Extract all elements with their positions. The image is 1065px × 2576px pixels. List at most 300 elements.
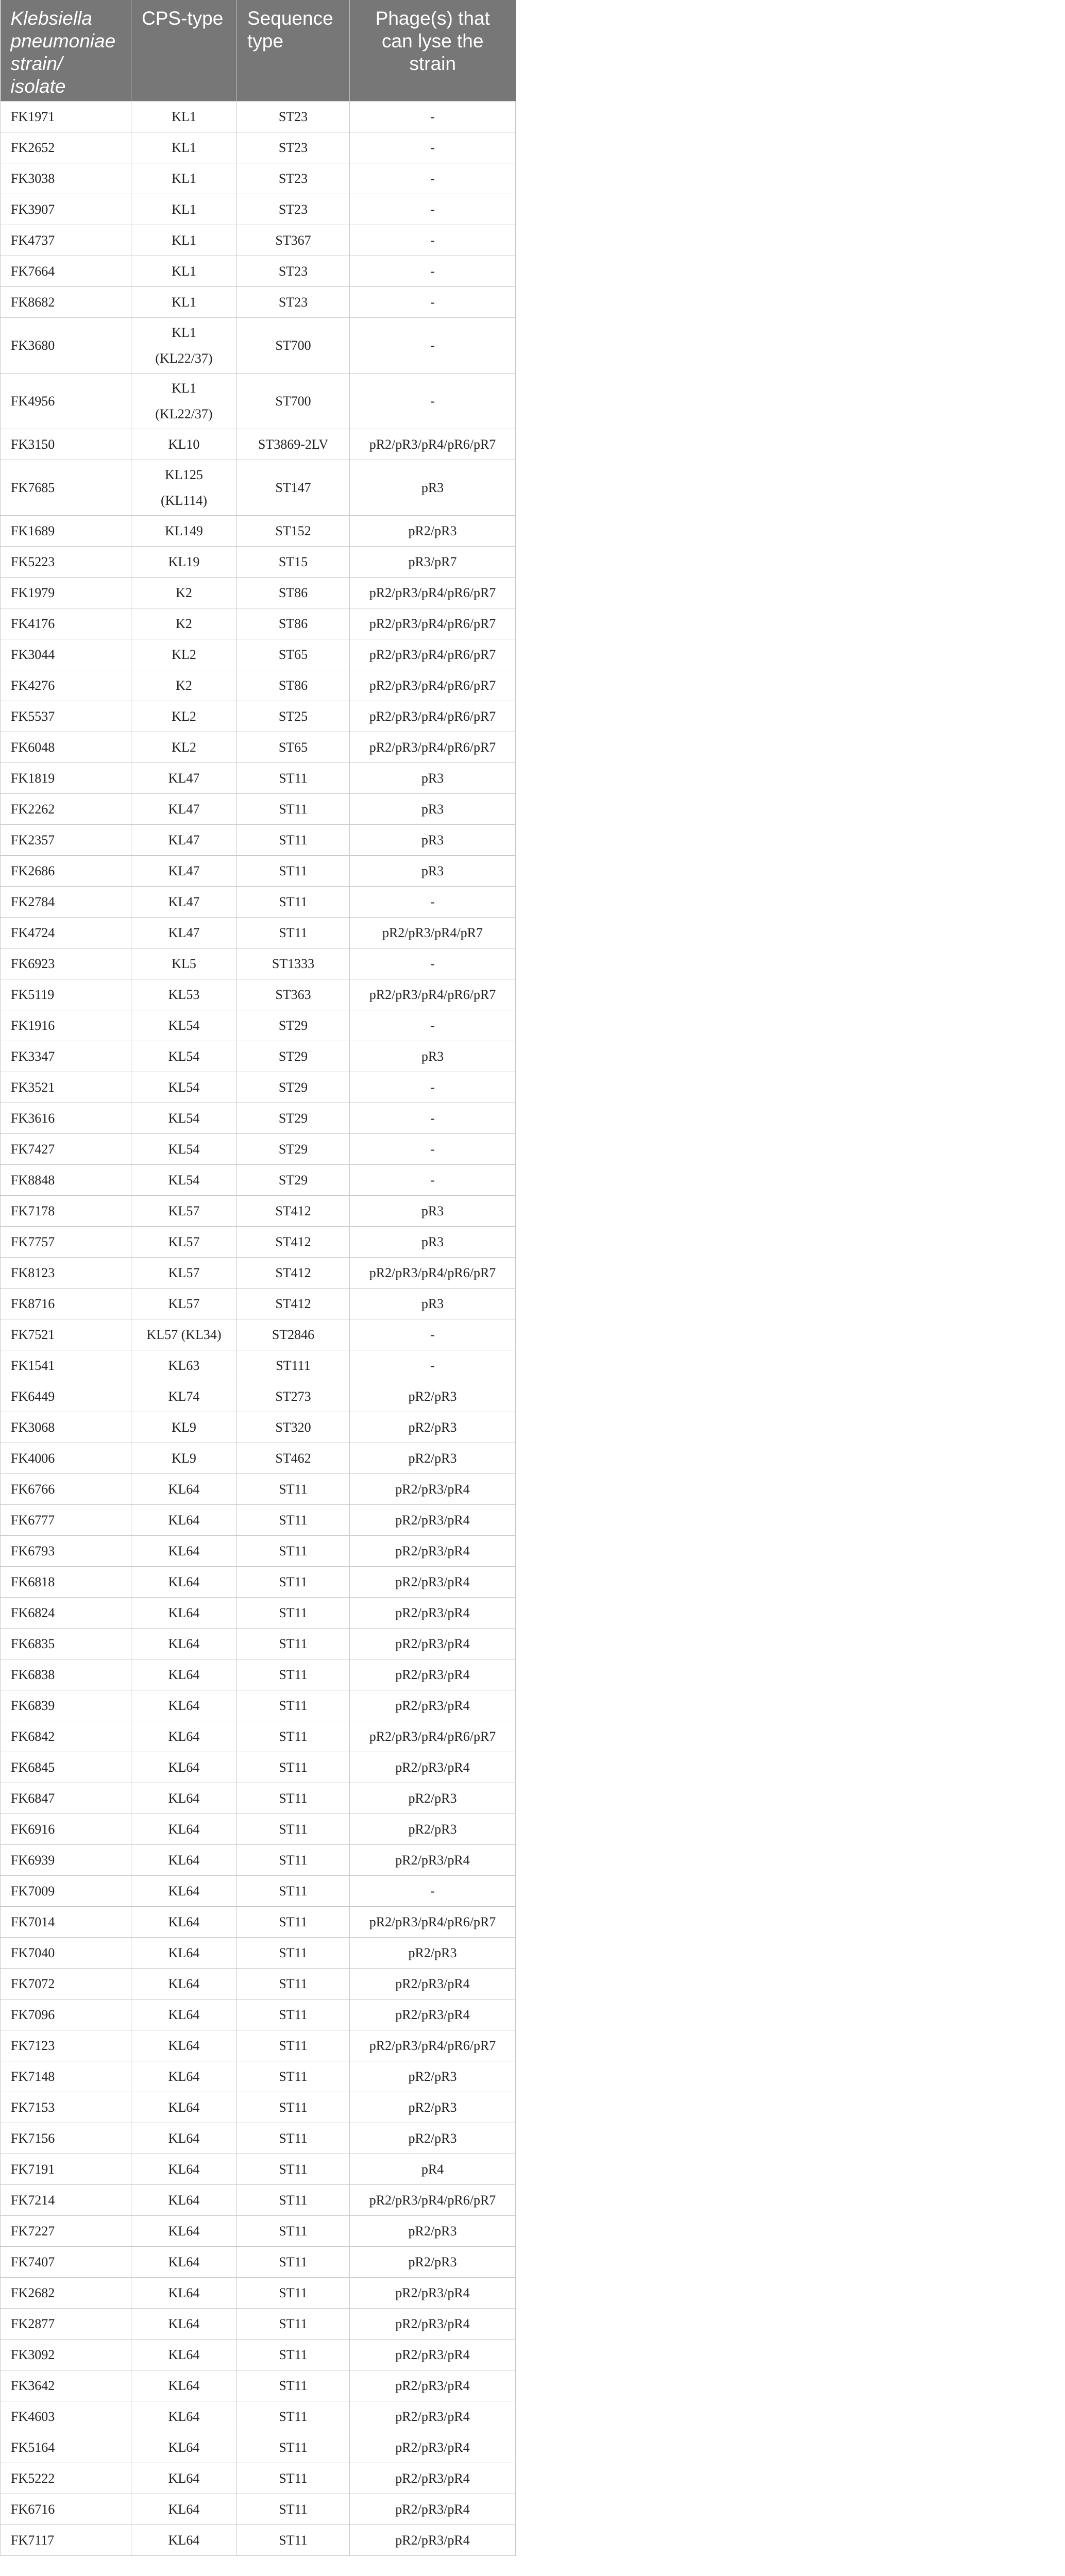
cell-phages: pR2/pR3/pR4/pR7 <box>350 918 516 948</box>
cell-phages: pR3 <box>350 1289 516 1319</box>
table-row <box>1 2401 516 2432</box>
cell-cps-type: KL64 <box>131 1969 237 1999</box>
cell-strain: FK4956 <box>1 374 131 429</box>
cell-sequence-type: ST29 <box>237 1134 350 1165</box>
cell-phages: pR2/pR3/pR4 <box>350 1629 516 1659</box>
cell-cps-type: KL1 <box>131 194 237 225</box>
cell-sequence-type: ST65 <box>237 639 350 670</box>
table-row <box>1 460 516 516</box>
cell-phages: - <box>350 948 516 979</box>
cell-sequence-type: ST11 <box>237 2309 350 2340</box>
cell-phages: pR2/pR3/pR4 <box>350 1752 516 1783</box>
table-row <box>1 948 516 979</box>
cell-sequence-type: ST1333 <box>237 948 350 979</box>
cell-phages: - <box>350 194 516 225</box>
cell-sequence-type: ST11 <box>237 1567 350 1598</box>
cell-sequence-type: ST23 <box>237 101 350 132</box>
table-row <box>1 516 516 547</box>
cell-phages: - <box>350 1165 516 1196</box>
cell-sequence-type: ST86 <box>237 578 350 608</box>
cell-cps-type: KL149 <box>131 516 237 547</box>
cell-strain: FK3092 <box>1 2340 131 2370</box>
header-strain: Klebsiella pneumoniae strain/ isolate <box>1 0 131 101</box>
cell-cps-type: KL47 <box>131 918 237 948</box>
cell-sequence-type: ST11 <box>237 2370 350 2401</box>
cell-strain: FK7072 <box>1 1969 131 1999</box>
cell-sequence-type: ST11 <box>237 1938 350 1969</box>
cell-phages: pR2/pR3/pR4 <box>350 2340 516 2370</box>
cell-cps-type: KL53 <box>131 979 237 1010</box>
cell-cps-type <box>131 318 237 374</box>
cell-sequence-type: ST23 <box>237 194 350 225</box>
cell-cps-type: KL57 <box>131 1196 237 1227</box>
table-row <box>1 2525 516 2556</box>
cell-cps-type: KL64 <box>131 2278 237 2309</box>
cell-phages: - <box>350 1319 516 1350</box>
table-row <box>1 1629 516 1659</box>
cell-strain: FK6766 <box>1 1474 131 1505</box>
cell-sequence-type: ST700 <box>237 374 350 429</box>
table-row <box>1 732 516 763</box>
cell-strain: FK7123 <box>1 2030 131 2061</box>
cell-cps-type: KL9 <box>131 1412 237 1443</box>
cell-phages: pR2/pR3/pR4 <box>350 1969 516 1999</box>
cell-sequence-type: ST11 <box>237 2340 350 2370</box>
table-row <box>1 1505 516 1536</box>
cell-phages: pR3/pR7 <box>350 547 516 578</box>
table-row <box>1 1258 516 1289</box>
cell-strain: FK7227 <box>1 2216 131 2247</box>
cell-strain: FK3680 <box>1 318 131 374</box>
cell-phages: - <box>350 887 516 918</box>
cell-strain: FK6845 <box>1 1752 131 1783</box>
cell-strain: FK3642 <box>1 2370 131 2401</box>
cell-sequence-type: ST23 <box>237 287 350 318</box>
table-row <box>1 2463 516 2494</box>
table-row <box>1 856 516 887</box>
cell-cps-type: KL54 <box>131 1165 237 1196</box>
cell-phages: pR2/pR3/pR4/pR6/pR7 <box>350 1721 516 1752</box>
cell-strain: FK6048 <box>1 732 131 763</box>
cell-cps-type: KL64 <box>131 2340 237 2370</box>
cell-phages: pR3 <box>350 763 516 794</box>
cell-cps-type: KL64 <box>131 2525 237 2556</box>
cell-strain: FK1971 <box>1 101 131 132</box>
cell-sequence-type: ST3869-2LV <box>237 429 350 460</box>
cell-sequence-type: ST11 <box>237 1969 350 1999</box>
table-row <box>1 2340 516 2370</box>
cell-strain: FK7009 <box>1 1876 131 1907</box>
cell-cps-type: KL64 <box>131 2309 237 2340</box>
table-row <box>1 1412 516 1443</box>
table-row <box>1 1938 516 1969</box>
cell-cps-type: KL2 <box>131 701 237 732</box>
cell-phages: pR2/pR3/pR4 <box>350 1659 516 1690</box>
cell-phages: pR2/pR3/pR4/pR6/pR7 <box>350 1258 516 1289</box>
table-row <box>1 1598 516 1629</box>
cell-strain: FK6939 <box>1 1845 131 1876</box>
cell-phages: pR2/pR3 <box>350 1412 516 1443</box>
cell-phages: pR2/pR3/pR4 <box>350 2494 516 2525</box>
cell-phages: pR2/pR3 <box>350 1443 516 1474</box>
cell-phages: pR2/pR3/pR4 <box>350 1598 516 1629</box>
header-cps-type: CPS-type <box>131 0 237 101</box>
cell-sequence-type: ST11 <box>237 2154 350 2185</box>
cell-phages: pR2/pR3/pR4 <box>350 2309 516 2340</box>
cell-strain: FK1979 <box>1 578 131 608</box>
table-row <box>1 608 516 639</box>
cell-cps-type: KL64 <box>131 1783 237 1814</box>
cell-strain: FK7014 <box>1 1907 131 1938</box>
cell-sequence-type: ST363 <box>237 979 350 1010</box>
table-row <box>1 1907 516 1938</box>
cell-cps-type: KL9 <box>131 1443 237 1474</box>
table-row <box>1 2494 516 2525</box>
cell-phages: - <box>350 1134 516 1165</box>
header-sequence-type: Sequence type <box>237 0 350 101</box>
cps-type-alt-line: (KL22/37) <box>155 406 213 421</box>
cell-sequence-type: ST273 <box>237 1381 350 1412</box>
cell-phages: pR2/pR3/pR4/pR6/pR7 <box>350 670 516 701</box>
cell-cps-type: KL47 <box>131 794 237 825</box>
table-row <box>1 887 516 918</box>
cell-sequence-type: ST11 <box>237 2216 350 2247</box>
table-row <box>1 2432 516 2463</box>
table-row <box>1 1381 516 1412</box>
cell-strain: FK2262 <box>1 794 131 825</box>
table-row <box>1 318 516 374</box>
cell-sequence-type: ST11 <box>237 794 350 825</box>
cell-strain: FK2686 <box>1 856 131 887</box>
cell-cps-type: KL64 <box>131 1567 237 1598</box>
cell-cps-type: KL2 <box>131 732 237 763</box>
cps-type-alt-line: (KL22/37) <box>155 350 213 366</box>
cell-phages: - <box>350 374 516 429</box>
cell-strain: FK7148 <box>1 2061 131 2092</box>
phage-susceptibility-table <box>0 0 516 2556</box>
table-row <box>1 429 516 460</box>
cell-sequence-type: ST11 <box>237 856 350 887</box>
table-row <box>1 578 516 608</box>
cell-strain: FK6838 <box>1 1659 131 1690</box>
cell-cps-type: KL64 <box>131 1474 237 1505</box>
cell-sequence-type: ST11 <box>237 2092 350 2123</box>
cell-phages: pR2/pR3/pR4 <box>350 1845 516 1876</box>
cell-phages: pR2/pR3 <box>350 2247 516 2278</box>
table-row <box>1 2092 516 2123</box>
table-row <box>1 1752 516 1783</box>
cell-cps-type: KL64 <box>131 2092 237 2123</box>
cell-sequence-type: ST2846 <box>237 1319 350 1350</box>
cell-sequence-type: ST29 <box>237 1165 350 1196</box>
cell-cps-type: KL64 <box>131 1876 237 1907</box>
table-row <box>1 2061 516 2092</box>
cell-cps-type: KL64 <box>131 1938 237 1969</box>
cell-phages: pR2/pR3/pR4/pR6/pR7 <box>350 979 516 1010</box>
cell-sequence-type: ST29 <box>237 1041 350 1072</box>
cell-cps-type: KL64 <box>131 1814 237 1845</box>
table-header <box>1 0 516 101</box>
table-row <box>1 1999 516 2030</box>
cell-strain: FK7117 <box>1 2525 131 2556</box>
cell-sequence-type: ST320 <box>237 1412 350 1443</box>
cell-strain: FK6818 <box>1 1567 131 1598</box>
table-row <box>1 1134 516 1165</box>
cps-type-line: KL1 <box>172 380 196 396</box>
cell-strain: FK3068 <box>1 1412 131 1443</box>
table-row <box>1 2154 516 2185</box>
cell-phages: pR2/pR3/pR4 <box>350 1999 516 2030</box>
cell-strain: FK7427 <box>1 1134 131 1165</box>
cell-cps-type: KL1 <box>131 287 237 318</box>
table-row <box>1 2309 516 2340</box>
cell-strain: FK7153 <box>1 2092 131 2123</box>
cell-sequence-type: ST11 <box>237 1752 350 1783</box>
cell-phages: - <box>350 132 516 163</box>
cell-strain: FK3616 <box>1 1103 131 1134</box>
cell-phages: - <box>350 256 516 287</box>
cell-strain: FK7040 <box>1 1938 131 1969</box>
cell-cps-type: KL1 <box>131 225 237 256</box>
cell-sequence-type: ST11 <box>237 1505 350 1536</box>
cell-phages: - <box>350 101 516 132</box>
cell-sequence-type: ST11 <box>237 1474 350 1505</box>
cell-strain: FK6847 <box>1 1783 131 1814</box>
cell-cps-type: KL64 <box>131 1752 237 1783</box>
table-row <box>1 1041 516 1072</box>
table-row <box>1 1783 516 1814</box>
cell-sequence-type: ST367 <box>237 225 350 256</box>
cell-sequence-type: ST11 <box>237 1876 350 1907</box>
cell-cps-type: KL64 <box>131 2123 237 2154</box>
cell-sequence-type: ST147 <box>237 460 350 516</box>
table-row <box>1 547 516 578</box>
cps-type-line: KL1 <box>172 325 196 340</box>
cell-sequence-type: ST11 <box>237 2278 350 2309</box>
cell-sequence-type: ST65 <box>237 732 350 763</box>
cell-phages: pR2/pR3/pR4/pR6/pR7 <box>350 429 516 460</box>
cell-strain: FK2877 <box>1 2309 131 2340</box>
cell-cps-type: KL57 (KL34) <box>131 1319 237 1350</box>
cell-strain: FK7757 <box>1 1227 131 1258</box>
table-row <box>1 2216 516 2247</box>
cell-sequence-type: ST11 <box>237 1783 350 1814</box>
table-row <box>1 1814 516 1845</box>
cell-phages: pR3 <box>350 1196 516 1227</box>
cell-strain: FK5222 <box>1 2463 131 2494</box>
cell-sequence-type: ST11 <box>237 2432 350 2463</box>
cell-phages: pR2/pR3/pR4 <box>350 2525 516 2556</box>
cell-phages: pR2/pR3 <box>350 2123 516 2154</box>
table-row <box>1 1567 516 1598</box>
cell-sequence-type: ST111 <box>237 1350 350 1381</box>
table-row <box>1 1165 516 1196</box>
cell-strain: FK6842 <box>1 1721 131 1752</box>
table-row <box>1 2123 516 2154</box>
cell-sequence-type: ST11 <box>237 2525 350 2556</box>
cell-phages: pR2/pR3 <box>350 2092 516 2123</box>
cell-strain: FK7096 <box>1 1999 131 2030</box>
cell-cps-type <box>131 374 237 429</box>
cell-sequence-type: ST11 <box>237 1721 350 1752</box>
cell-strain: FK1916 <box>1 1010 131 1041</box>
cell-strain: FK3347 <box>1 1041 131 1072</box>
table-row <box>1 256 516 287</box>
table-row <box>1 225 516 256</box>
cell-cps-type: KL54 <box>131 1010 237 1041</box>
cell-cps-type: KL64 <box>131 1629 237 1659</box>
cell-strain: FK3038 <box>1 163 131 194</box>
cell-phages: pR3 <box>350 794 516 825</box>
cell-sequence-type: ST11 <box>237 763 350 794</box>
cell-phages: pR3 <box>350 1227 516 1258</box>
cell-strain: FK4724 <box>1 918 131 948</box>
cell-cps-type: KL1 <box>131 256 237 287</box>
cell-phages: - <box>350 1010 516 1041</box>
cell-sequence-type: ST462 <box>237 1443 350 1474</box>
table-row <box>1 2278 516 2309</box>
cell-sequence-type: ST152 <box>237 516 350 547</box>
table-row <box>1 1443 516 1474</box>
cell-strain: FK6916 <box>1 1814 131 1845</box>
table-row <box>1 1350 516 1381</box>
cell-sequence-type: ST700 <box>237 318 350 374</box>
cell-strain: FK2784 <box>1 887 131 918</box>
cell-cps-type: KL47 <box>131 825 237 856</box>
cell-sequence-type: ST11 <box>237 1629 350 1659</box>
cell-phages: pR2/pR3/pR4/pR6/pR7 <box>350 608 516 639</box>
cell-cps-type: KL64 <box>131 1845 237 1876</box>
table-row <box>1 1319 516 1350</box>
cell-strain: FK3521 <box>1 1072 131 1103</box>
cell-cps-type: KL1 <box>131 163 237 194</box>
cell-strain: FK2652 <box>1 132 131 163</box>
cell-cps-type: KL54 <box>131 1103 237 1134</box>
table-row <box>1 132 516 163</box>
cell-strain: FK6449 <box>1 1381 131 1412</box>
cell-phages: pR2/pR3/pR4/pR6/pR7 <box>350 701 516 732</box>
cell-strain: FK5164 <box>1 2432 131 2463</box>
table-row <box>1 1227 516 1258</box>
cell-phages: pR2/pR3 <box>350 516 516 547</box>
table-row <box>1 1845 516 1876</box>
cell-phages: pR2/pR3 <box>350 1814 516 1845</box>
cell-cps-type: K2 <box>131 578 237 608</box>
table-row <box>1 1072 516 1103</box>
cell-phages: pR3 <box>350 825 516 856</box>
cell-phages: pR2/pR3/pR4 <box>350 1505 516 1536</box>
cell-cps-type: KL64 <box>131 1505 237 1536</box>
cell-sequence-type: ST11 <box>237 2061 350 2092</box>
cell-strain: FK6793 <box>1 1536 131 1567</box>
cell-cps-type: KL57 <box>131 1227 237 1258</box>
cell-sequence-type: ST29 <box>237 1010 350 1041</box>
cell-phages: pR2/pR3/pR4/pR6/pR7 <box>350 1907 516 1938</box>
cell-phages: pR2/pR3/pR4/pR6/pR7 <box>350 2030 516 2061</box>
cell-cps-type: KL64 <box>131 2494 237 2525</box>
cell-sequence-type: ST11 <box>237 2494 350 2525</box>
cell-sequence-type: ST86 <box>237 670 350 701</box>
cell-sequence-type: ST11 <box>237 2463 350 2494</box>
cell-phages: pR2/pR3/pR4 <box>350 2401 516 2432</box>
cell-sequence-type: ST23 <box>237 163 350 194</box>
cell-cps-type: K2 <box>131 670 237 701</box>
cell-cps-type: KL57 <box>131 1258 237 1289</box>
cell-cps-type: KL57 <box>131 1289 237 1319</box>
cell-cps-type: KL64 <box>131 1721 237 1752</box>
table-row <box>1 2247 516 2278</box>
cell-strain: FK7521 <box>1 1319 131 1350</box>
cell-sequence-type: ST11 <box>237 1690 350 1721</box>
cell-strain: FK1819 <box>1 763 131 794</box>
cell-phages: pR2/pR3/pR4 <box>350 1567 516 1598</box>
cell-phages: pR2/pR3/pR4 <box>350 2432 516 2463</box>
cell-cps-type: KL64 <box>131 1536 237 1567</box>
cell-strain: FK5119 <box>1 979 131 1010</box>
cell-phages: pR2/pR3 <box>350 2216 516 2247</box>
cell-sequence-type: ST11 <box>237 1845 350 1876</box>
table-row <box>1 794 516 825</box>
table-row <box>1 763 516 794</box>
cell-phages: pR2/pR3/pR4 <box>350 2370 516 2401</box>
cell-phages: - <box>350 287 516 318</box>
cell-cps-type: KL54 <box>131 1041 237 1072</box>
cell-cps-type: KL64 <box>131 2185 237 2216</box>
table-row <box>1 701 516 732</box>
table-row <box>1 2185 516 2216</box>
table-row <box>1 1196 516 1227</box>
cell-cps-type: KL64 <box>131 1690 237 1721</box>
cell-strain: FK8123 <box>1 1258 131 1289</box>
cell-cps-type: KL47 <box>131 887 237 918</box>
cell-strain: FK7191 <box>1 2154 131 2185</box>
cell-sequence-type: ST11 <box>237 2247 350 2278</box>
cps-type-line: KL125 <box>165 467 203 482</box>
cell-cps-type: KL2 <box>131 639 237 670</box>
table-row <box>1 194 516 225</box>
table-row <box>1 1103 516 1134</box>
cell-sequence-type: ST15 <box>237 547 350 578</box>
cell-sequence-type: ST23 <box>237 132 350 163</box>
header-phages: Phage(s) that can lyse the strain <box>350 0 516 101</box>
table-row <box>1 1659 516 1690</box>
cell-sequence-type: ST412 <box>237 1196 350 1227</box>
cell-sequence-type: ST25 <box>237 701 350 732</box>
cell-cps-type: KL64 <box>131 1598 237 1629</box>
cell-strain: FK4603 <box>1 2401 131 2432</box>
cell-cps-type: KL54 <box>131 1134 237 1165</box>
cell-strain: FK8848 <box>1 1165 131 1196</box>
cell-strain: FK1689 <box>1 516 131 547</box>
cell-sequence-type: ST29 <box>237 1103 350 1134</box>
cell-cps-type: KL64 <box>131 1659 237 1690</box>
table-row <box>1 101 516 132</box>
cell-phages: pR2/pR3 <box>350 1381 516 1412</box>
table-row <box>1 2030 516 2061</box>
cell-phages: pR4 <box>350 2154 516 2185</box>
cell-strain: FK8682 <box>1 287 131 318</box>
cell-strain: FK6835 <box>1 1629 131 1659</box>
table-container <box>0 0 515 2556</box>
cell-cps-type: KL64 <box>131 2154 237 2185</box>
cell-cps-type: KL64 <box>131 2216 237 2247</box>
cell-sequence-type: ST86 <box>237 608 350 639</box>
cell-strain: FK6923 <box>1 948 131 979</box>
table-row <box>1 1010 516 1041</box>
cell-strain: FK3907 <box>1 194 131 225</box>
table-body <box>1 101 516 2556</box>
cell-sequence-type: ST11 <box>237 1907 350 1938</box>
